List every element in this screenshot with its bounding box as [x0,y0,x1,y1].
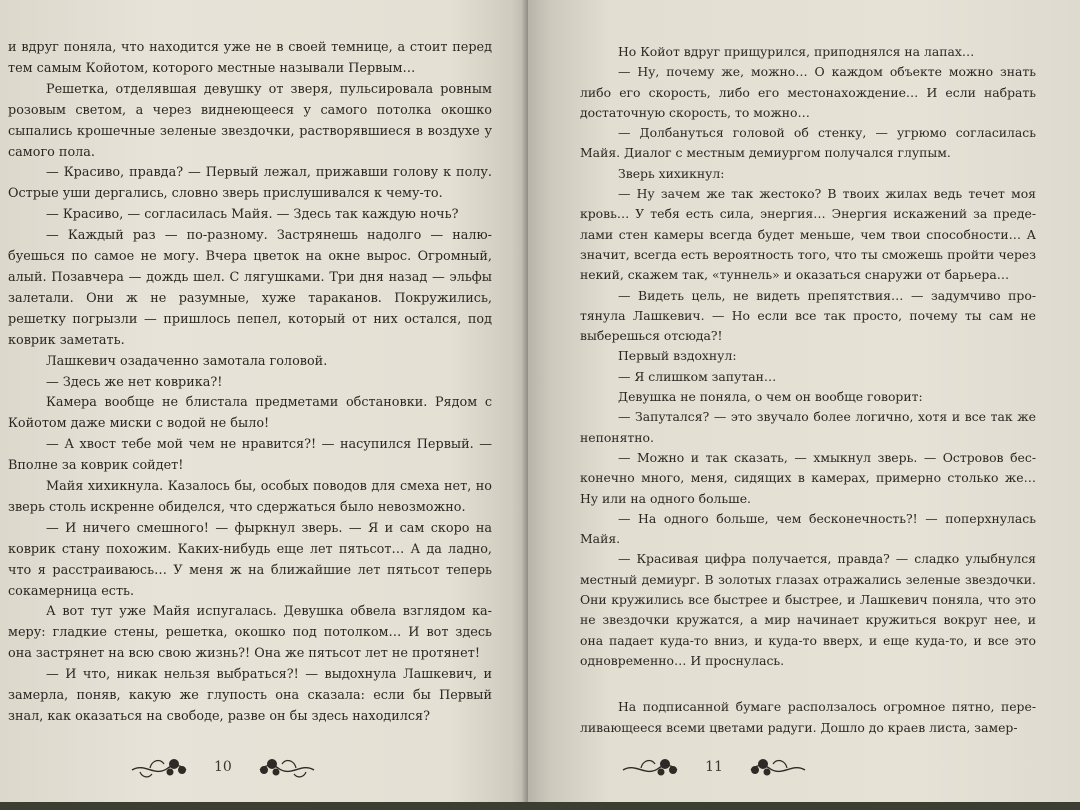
paragraph: Первый вздохнул: [618,348,737,364]
floral-ornament-icon [737,752,807,782]
paragraph-after-break: На подписанной бумаге расползалось огромное пятно, переливающееся всеми цветами радуги. Дошло до краев листа, замер- [580,699,1036,735]
paragraph: Лашкевич озадаченно замотала головой. [46,353,328,369]
paragraph: Майя хихикнула. Казалось бы, особых поводов для смеха нет, но зверь столь искренне обиделся, что сдержаться было невозможно. [8,479,492,515]
page-number: 11 [705,759,723,775]
floral-ornament-icon [621,752,691,782]
left-page-footer [130,752,528,782]
paragraph: — Ну зачем же так жестоко? В твоих жилах ведь течет моя кровь… У тебя есть сила, энергия… Энергия искажений за пределами стен камеры всегда будет меньше, чем твои способности… А значит, всегда есть вероятность того, что ты сможешь пройти через некий, скажем так, «туннель» и оказаться снаружи от барьера… [580,186,1036,283]
paragraph: Но Койот вдруг прищурился, приподнялся на лапах… [618,44,975,59]
right-page-text [580,42,1036,738]
paragraph: — И что, никак нельзя выбраться?! — выдохнула Лашкевич, и замерла, поняв, какую же глупость она сказала: если бы Первый знал, как оказаться на свободе, разве он бы здесь находился? [8,667,492,724]
paragraph: — Я слишком запутан… [618,368,777,384]
paragraph: Зверь хихикнул: [618,165,725,181]
paragraph: — И ничего смешного! — фыркнул зверь. — Я и сам скоро на коврик стану похожим. Каких-нибудь еще лет пятьсот… А да ладно, что я расстраиваюсь… У меня ж на ближайшие лет пятьсот теперь сокамерница есть. [8,520,492,599]
paragraph: Камера вообще не блистала предметами обстановки. Рядом с Койотом даже миски с водой не было! [8,395,492,432]
paragraph: — Красиво, правда? — Первый лежал, прижавши голову к полу. Острые уши дергались, словно зверь прислушивался к чему-то. [8,165,492,202]
paragraph: — Красиво, — согласилась Майя. — Здесь так каждую ночь? [46,207,459,223]
paragraph: Решетка, отделявшая девушку от зверя, пульсировала ровным розовым светом, а через виднеющееся у самого потолка окошко сыпались крошечные зеленые звездочки, растворявшиеся в воздухе у самого пола. [8,81,492,160]
paragraph: А вот тут уже Майя испугалась. Девушка обвела взглядом камеру: гладкие стены, решетка, окошко под потолком… И вот здесь она застрянет на всю свою жизнь?! Она же пятьсот лет не протянет! [8,604,492,662]
paragraph: — Запутался? — это звучало более логично, хотя и все так же непонятно. [580,409,1036,445]
paragraph: — Долбануться головой об стенку, — угрюмо согласилась Майя. Диалог с местным демиургом получался глупым. [580,125,1036,161]
floral-ornament-icon [246,752,316,782]
right-page [528,0,1080,810]
paragraph: — Здесь же нет коврика?! [46,374,223,390]
left-page-text [8,38,492,728]
paragraph: — А хвост тебе мой чем не нравится?! — насупился Первый. — Вполне за коврик сойдет! [8,437,492,474]
page-number: 10 [214,759,232,775]
paragraph: — Каждый раз — по-разному. Застрянешь надолго — налюбуешься по самое не могу. Вчера цветок на окне вырос. Огромный, алый. Позавчера — дождь шел. С лягушками. Три дня назад — эльфы залетали. Они ж не разумные, хуже тараканов. Покружились, решетку погрызли — пришлось пепел, который от них остался, под коврик заметать. [8,228,492,348]
paragraph: — Ну, почему же, можно… О каждом объекте можно знать либо его скорость, либо его местонахождение… И если набрать достаточную скорость, то можно… [580,64,1036,120]
floral-ornament-icon [130,752,200,782]
paragraph: — Видеть цель, не видеть препятствия… — задумчиво протянула Лашкевич. — Но если все так просто, почему ты сам не выберешься отсюда?! [580,287,1036,344]
right-page-footer [528,752,900,782]
paragraph: Девушка не поняла, о чем он вообще говорит: [618,389,923,405]
paragraph: и вдруг поняла, что находится уже не в своей темнице, а стоит перед тем самым Койотом, которого местные называли Первым… [8,40,492,76]
paragraph: — На одного больше, чем бесконечность?! — поперхнулась Майя. [580,510,1036,547]
paragraph: — Красивая цифра получается, правда? — сладко улыбнулся местный демиург. В золотых глазах отражались зеленые звездочки. Они кружились все быстрее и быстрее, и Лашкевич поняла, что это не звездочки кружатся, а мир начинает кружиться вокруг нее, и она падает куда-то вниз, и куда-то вверх, и еще куда-то, и все это одновременно… И проснулась. [580,551,1036,668]
left-page [0,0,528,810]
page-bottom-edge [0,802,1080,810]
paragraph: — Можно и так сказать, — хмыкнул зверь. — Островов бесконечно много, меня, сидящих в камерах, примерно столько же… Ну или на одного больше. [580,449,1036,506]
